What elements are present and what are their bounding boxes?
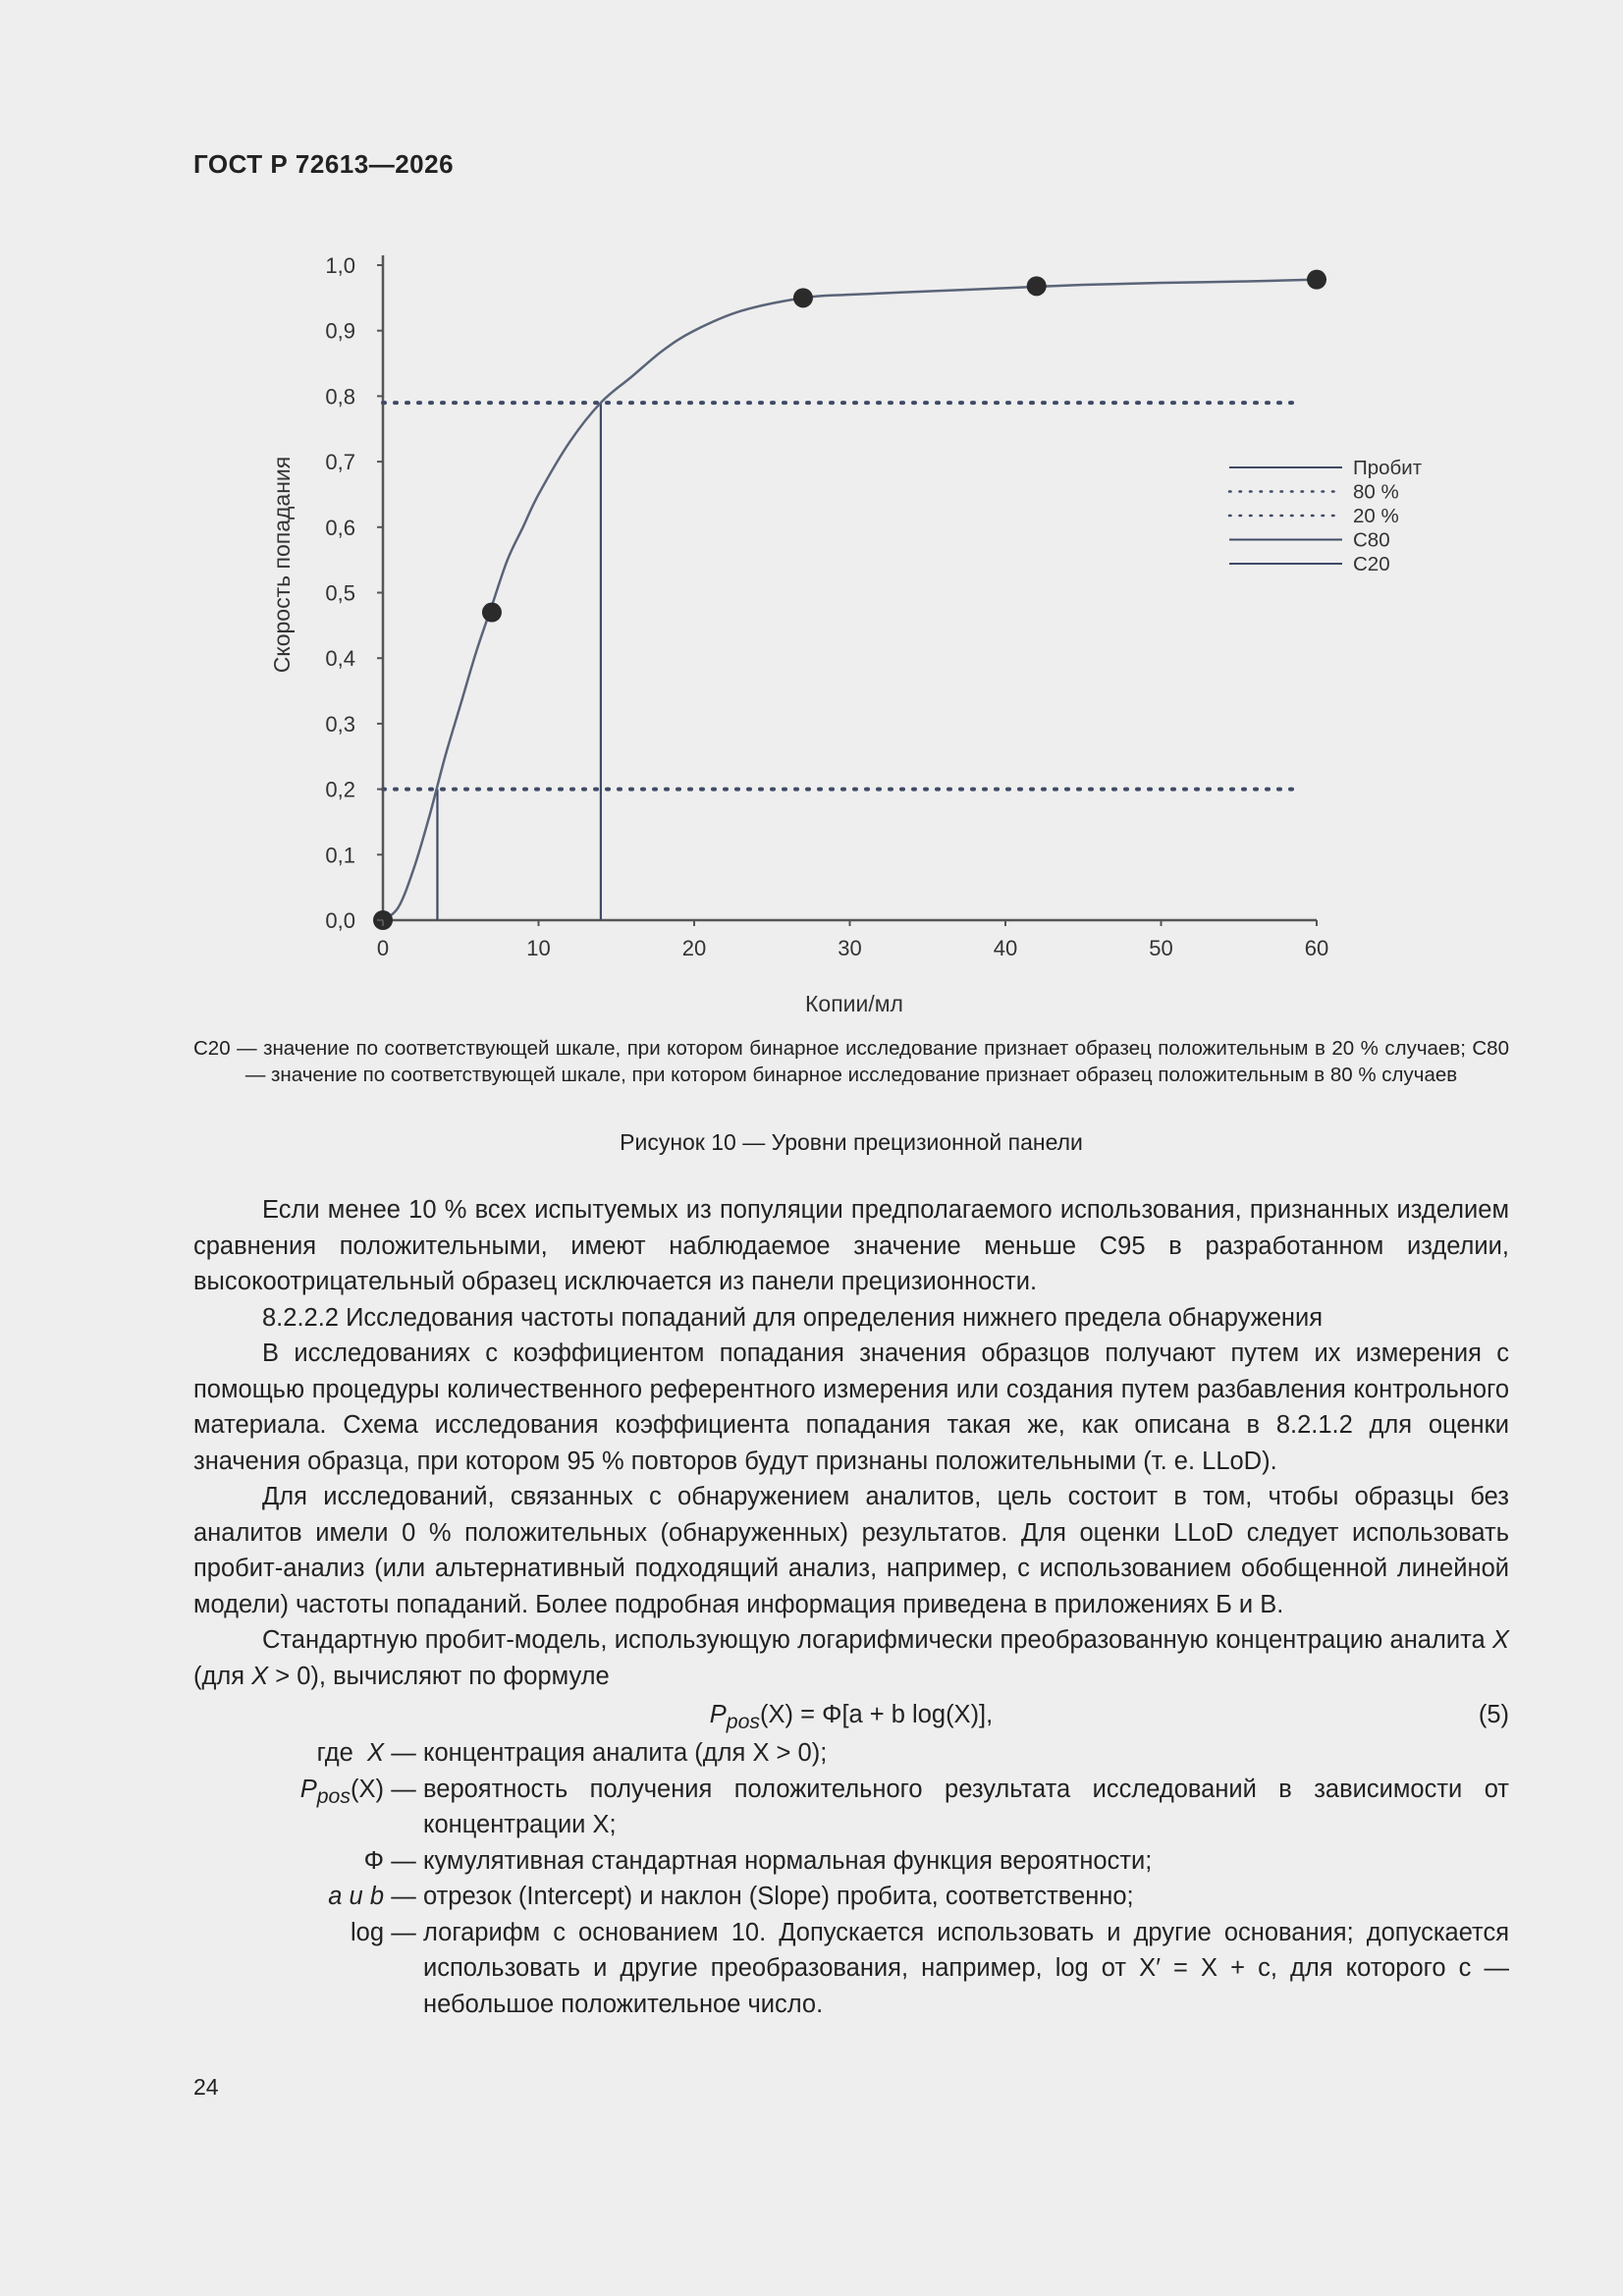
page-number: 24	[193, 2074, 219, 2100]
figure-title: Рисунок 10 — Уровни прецизионной панели	[620, 1129, 1083, 1155]
chart-axes	[383, 255, 1317, 920]
x-tick-label: 10	[526, 936, 551, 960]
probit-chart	[0, 0, 1623, 1041]
x-axis-label: Копии/мл	[805, 991, 903, 1016]
y-tick-label: 0,3	[325, 711, 355, 737]
paragraph: Стандартную пробит-модель, использующую логарифмически преобразованную концентрацию аналита X (для X > 0), вычисляют по формуле	[193, 1626, 1509, 1690]
reference-hlines	[383, 403, 1293, 790]
paragraph: Если менее 10 % всех испытуемых из популяции предполагаемого использования, признанных изделием сравнения положительными, имеют наблюдаемое значение меньше С95 в разработанном изделии, высокоотрицательный образец исключается из панели прецизионности.	[193, 1196, 1509, 1295]
data-points	[373, 270, 1326, 930]
x-tick-label: 0	[376, 936, 390, 960]
axis-ticks	[325, 253, 1328, 960]
x-tick-label: 20	[681, 936, 707, 960]
y-tick-label: 0,0	[325, 908, 355, 933]
y-tick-label: 0,9	[325, 318, 355, 344]
x-tick-label: 30	[838, 936, 862, 960]
y-tick-label: 0,1	[325, 843, 355, 868]
legend-label: C20	[1353, 553, 1390, 575]
y-tick-label: 0,7	[325, 450, 355, 475]
y-tick-label: 1,0	[325, 253, 355, 278]
y-tick-label: 0,4	[325, 646, 355, 672]
data-point	[1307, 270, 1326, 290]
definition-item: Φ — кумулятивная стандартная нормальная функция вероятности;	[363, 1846, 1153, 1875]
data-point	[793, 288, 813, 307]
probit-curve	[383, 280, 1317, 920]
legend-label: 80 %	[1353, 480, 1399, 504]
definition-item: a и b — отрезок (Intercept) и наклон (Slope) пробита, соответственно;	[328, 1883, 1134, 1910]
y-tick-label: 0,8	[325, 384, 355, 410]
x-tick-label: 50	[1149, 936, 1173, 960]
chart-legend	[1229, 457, 1423, 575]
data-point	[1027, 276, 1047, 296]
y-tick-label: 0,6	[325, 515, 355, 540]
legend-label: C80	[1353, 528, 1390, 552]
definition-item: $P_{pos}(X)$ — вероятность получения положительного результата исследований в зависимости от концентрации X;	[299, 1775, 1509, 1838]
formula-expression: $P_{pos}(X) = \Phi[a + b$ log(X)],	[709, 1701, 994, 1734]
definitions-list	[193, 1735, 1509, 2022]
formula-5	[193, 1694, 1509, 1735]
y-axis-label: Скорость попадания	[269, 456, 295, 674]
legend-label: Пробит	[1353, 457, 1423, 479]
data-point	[482, 603, 502, 623]
y-tick-label: 0,2	[325, 777, 355, 802]
x-tick-label: 40	[993, 936, 1018, 960]
reference-vlines	[437, 403, 600, 920]
document-header: ГОСТ Р 72613—2026	[193, 149, 455, 179]
body-text	[193, 1192, 1509, 2022]
section-heading: 8.2.2.2 Исследования частоты попаданий для определения нижнего предела обнаружения	[262, 1303, 1324, 1332]
definition-item: log — логарифм с основанием 10. Допускается использовать и другие основания; допускается использовать и другие преобразования, например, log от X′ = X + c, для которого c — небольшое положительное число.	[350, 1918, 1509, 2018]
x-tick-label: 60	[1304, 936, 1329, 960]
y-tick-label: 0,5	[325, 580, 355, 606]
formula-number: (5)	[1478, 1701, 1509, 1728]
paragraph: Для исследований, связанных с обнаружением аналитов, цель состоит в том, чтобы образцы без аналитов имели 0 % положительных (обнаруженных) результатов. Для оценки LLoD следует использовать пробит-анализ (или альтернативный подходящий анализ, например, с использованием обобщенной линейной модели) частоты попаданий. Более подробная информация приведена в приложениях Б и В.	[193, 1483, 1509, 1618]
paragraph: В исследованиях с коэффициентом попадания значения образцов получают путем их измерения с помощью процедуры количественного референтного измерения или создания путем разбавления контрольного материала. Схема исследования коэффициента попадания такая же, как описана в 8.2.1.2 для оценки значения образца, при котором 95 % повторов будут признаны положительными (т. е. LLoD).	[193, 1339, 1509, 1475]
legend-label: 20 %	[1353, 505, 1399, 527]
definition-item: где X — концентрация аналита (для X > 0);	[316, 1739, 828, 1767]
figure-note: С20 — значение по соответствующей шкале, при котором бинарное исследование признает образец положительным в 20 % случаев; С80 — значение по соответствующей шкале, при котором бинарное исследование признает образец положительным в 80 % случаев	[193, 1037, 1509, 1086]
